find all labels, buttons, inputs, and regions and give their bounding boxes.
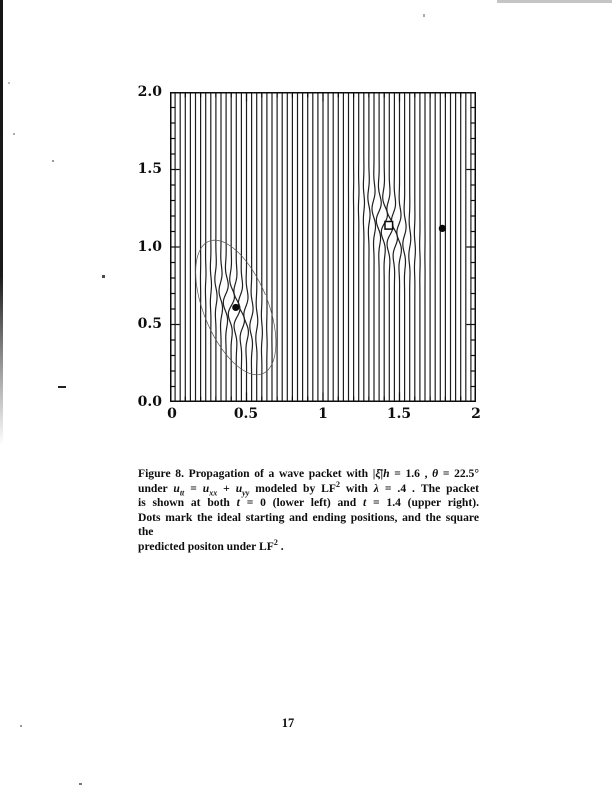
y-tick-label: 0.0 xyxy=(137,394,162,410)
scan-speck xyxy=(79,783,82,785)
caption-line: Dots mark the ideal starting and ending positions, and the square the xyxy=(138,510,479,538)
caption-line: predicted positon under $LF^2$ . xyxy=(138,537,284,553)
caption-line: under $u_{tt} = u_{xx} + u_{yy}$ modeled by $LF^2$ with λ = .4 . The packet xyxy=(138,479,479,497)
wave-packet-plot-svg xyxy=(170,92,476,402)
x-tick-label: 0 xyxy=(167,406,177,422)
figure-caption xyxy=(138,467,479,554)
caption-line: Figure 8. Propagation of a wave packet with |ξ̄|h = 1.6 , θ = 22.5° xyxy=(138,467,479,480)
caption-line: is shown at both t = 0 (lower left) and t = 1.4 (upper right). xyxy=(138,496,479,509)
scan-speck xyxy=(20,725,22,727)
page-number: 17 xyxy=(281,716,295,730)
wave-packet-plot xyxy=(170,92,476,402)
x-tick-label: 0.5 xyxy=(233,406,259,422)
y-tick-label: 0.5 xyxy=(137,316,162,332)
predicted-square-marker xyxy=(385,222,393,230)
start-dot-marker xyxy=(232,304,239,311)
end-dot-marker xyxy=(439,225,446,232)
x-tick-label: 2 xyxy=(471,406,481,422)
y-tick-label: 2.0 xyxy=(137,84,162,100)
x-tick-label: 1.5 xyxy=(386,406,412,422)
x-tick-label: 1 xyxy=(318,406,328,422)
y-tick-label: 1.0 xyxy=(137,239,162,255)
y-tick-label: 1.5 xyxy=(137,161,162,177)
mesh-lines xyxy=(170,92,476,402)
